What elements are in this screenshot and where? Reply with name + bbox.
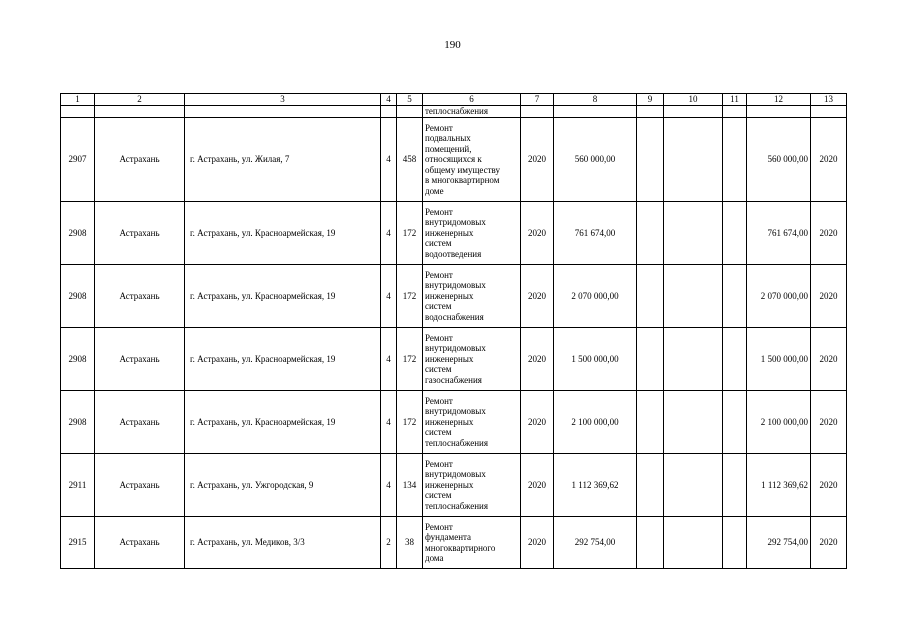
col-header: 2	[95, 94, 185, 106]
col5-value: 458	[397, 118, 423, 202]
table-cell	[61, 106, 95, 118]
continuation-row	[61, 106, 847, 118]
col10-cell	[664, 328, 723, 391]
col10-cell	[664, 517, 723, 569]
address-cell: г. Астрахань, ул. Красноармейская, 19	[185, 328, 381, 391]
col11-cell	[723, 391, 747, 454]
col4-value: 4	[381, 118, 397, 202]
col4-value: 4	[381, 265, 397, 328]
col4-value: 4	[381, 454, 397, 517]
work-description: Ремонт фундамента многоквартирного дома	[423, 517, 521, 569]
cost-cell: 2 100 000,00	[554, 391, 637, 454]
table-cell	[811, 106, 847, 118]
col5-value: 172	[397, 202, 423, 265]
col9-cell	[637, 454, 664, 517]
address-cell: г. Астрахань, ул. Красноармейская, 19	[185, 202, 381, 265]
table-cell	[747, 106, 811, 118]
total-cost-cell: 1 112 369,62	[747, 454, 811, 517]
col5-value: 38	[397, 517, 423, 569]
table-row	[61, 391, 847, 454]
col11-cell	[723, 265, 747, 328]
total-cost-cell: 292 754,00	[747, 517, 811, 569]
col4-value: 4	[381, 391, 397, 454]
column-number-row	[61, 94, 847, 106]
col11-cell	[723, 328, 747, 391]
total-cost-cell: 2 100 000,00	[747, 391, 811, 454]
work-description: Ремонт внутридомовых инженерных систем теплоснабжения	[423, 391, 521, 454]
col4-value: 4	[381, 202, 397, 265]
table-row	[61, 517, 847, 569]
register-table	[60, 93, 847, 569]
table-row	[61, 328, 847, 391]
record-number: 2908	[61, 265, 95, 328]
col10-cell	[664, 454, 723, 517]
col9-cell	[637, 202, 664, 265]
table-cell	[381, 106, 397, 118]
col4-value: 2	[381, 517, 397, 569]
completion-year-cell: 2020	[811, 118, 847, 202]
table-cell	[185, 106, 381, 118]
work-description: Ремонт подвальных помещений, относящихся к общему имуществу в многоквартирном доме	[423, 118, 521, 202]
col-header: 11	[723, 94, 747, 106]
year-cell: 2020	[521, 517, 554, 569]
completion-year-cell: 2020	[811, 391, 847, 454]
table-row	[61, 118, 847, 202]
work-description: Ремонт внутридомовых инженерных систем водоотведения	[423, 202, 521, 265]
city-cell: Астрахань	[95, 391, 185, 454]
col-header: 4	[381, 94, 397, 106]
col-header: 6	[423, 94, 521, 106]
col9-cell	[637, 517, 664, 569]
total-cost-cell: 2 070 000,00	[747, 265, 811, 328]
city-cell: Астрахань	[95, 202, 185, 265]
city-cell: Астрахань	[95, 517, 185, 569]
col-header: 13	[811, 94, 847, 106]
cost-cell: 1 112 369,62	[554, 454, 637, 517]
col-header: 5	[397, 94, 423, 106]
cost-cell: 292 754,00	[554, 517, 637, 569]
address-cell: г. Астрахань, ул. Ужгородская, 9	[185, 454, 381, 517]
col-header: 10	[664, 94, 723, 106]
city-cell: Астрахань	[95, 118, 185, 202]
year-cell: 2020	[521, 391, 554, 454]
record-number: 2911	[61, 454, 95, 517]
record-number: 2915	[61, 517, 95, 569]
table-cell	[637, 106, 664, 118]
address-cell: г. Астрахань, ул. Красноармейская, 19	[185, 391, 381, 454]
col-header: 9	[637, 94, 664, 106]
col9-cell	[637, 391, 664, 454]
table-row	[61, 202, 847, 265]
col10-cell	[664, 118, 723, 202]
col10-cell	[664, 265, 723, 328]
col11-cell	[723, 454, 747, 517]
work-description: Ремонт внутридомовых инженерных систем водоснабжения	[423, 265, 521, 328]
col11-cell	[723, 118, 747, 202]
table-cell	[397, 106, 423, 118]
cost-cell: 761 674,00	[554, 202, 637, 265]
completion-year-cell: 2020	[811, 328, 847, 391]
table-cell	[95, 106, 185, 118]
col5-value: 172	[397, 328, 423, 391]
record-number: 2908	[61, 202, 95, 265]
table-row	[61, 454, 847, 517]
year-cell: 2020	[521, 454, 554, 517]
table-row	[61, 265, 847, 328]
col9-cell	[637, 118, 664, 202]
col-header: 1	[61, 94, 95, 106]
record-number: 2907	[61, 118, 95, 202]
table-cell	[521, 106, 554, 118]
page-number: 190	[444, 39, 461, 51]
total-cost-cell: 761 674,00	[747, 202, 811, 265]
work-description: Ремонт внутридомовых инженерных систем теплоснабжения	[423, 454, 521, 517]
completion-year-cell: 2020	[811, 202, 847, 265]
total-cost-cell: 560 000,00	[747, 118, 811, 202]
completion-year-cell: 2020	[811, 454, 847, 517]
col10-cell	[664, 391, 723, 454]
address-cell: г. Астрахань, ул. Жилая, 7	[185, 118, 381, 202]
table-cell	[664, 106, 723, 118]
record-number: 2908	[61, 328, 95, 391]
table-cell	[723, 106, 747, 118]
col11-cell	[723, 202, 747, 265]
col-header: 12	[747, 94, 811, 106]
address-cell: г. Астрахань, ул. Медиков, 3/3	[185, 517, 381, 569]
col5-value: 134	[397, 454, 423, 517]
col9-cell	[637, 265, 664, 328]
col-header: 7	[521, 94, 554, 106]
cost-cell: 560 000,00	[554, 118, 637, 202]
year-cell: 2020	[521, 118, 554, 202]
col10-cell	[664, 202, 723, 265]
completion-year-cell: 2020	[811, 517, 847, 569]
city-cell: Астрахань	[95, 265, 185, 328]
table-cell	[554, 106, 637, 118]
col-header: 3	[185, 94, 381, 106]
col5-value: 172	[397, 391, 423, 454]
col-header: 8	[554, 94, 637, 106]
cost-cell: 1 500 000,00	[554, 328, 637, 391]
col9-cell	[637, 328, 664, 391]
col4-value: 4	[381, 328, 397, 391]
work-description: Ремонт внутридомовых инженерных систем газоснабжения	[423, 328, 521, 391]
total-cost-cell: 1 500 000,00	[747, 328, 811, 391]
year-cell: 2020	[521, 202, 554, 265]
work-description-continuation: теплоснабжения	[423, 106, 521, 118]
record-number: 2908	[61, 391, 95, 454]
col5-value: 172	[397, 265, 423, 328]
year-cell: 2020	[521, 265, 554, 328]
completion-year-cell: 2020	[811, 265, 847, 328]
address-cell: г. Астрахань, ул. Красноармейская, 19	[185, 265, 381, 328]
year-cell: 2020	[521, 328, 554, 391]
cost-cell: 2 070 000,00	[554, 265, 637, 328]
city-cell: Астрахань	[95, 328, 185, 391]
city-cell: Астрахань	[95, 454, 185, 517]
col11-cell	[723, 517, 747, 569]
